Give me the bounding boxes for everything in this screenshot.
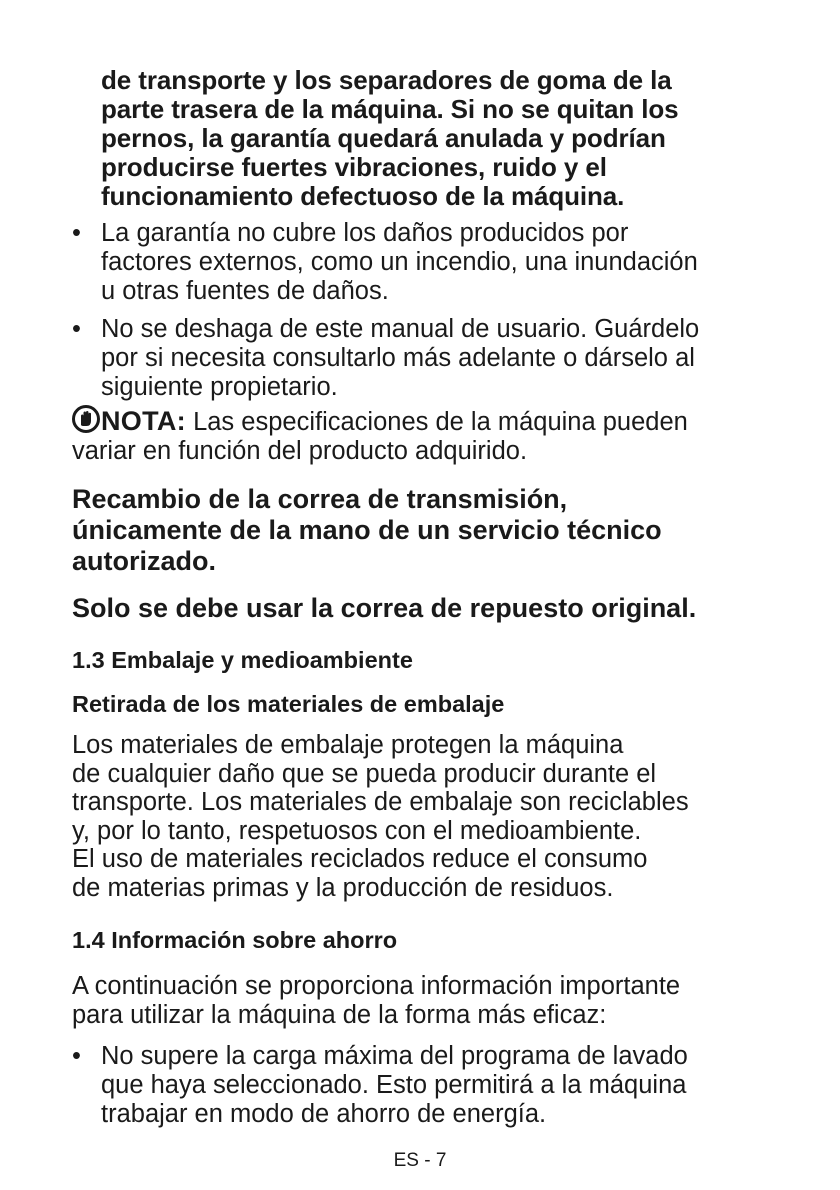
text-line: transporte. Los materiales de embalaje son reciclables bbox=[72, 788, 689, 816]
text-line: producirse fuertes vibraciones, ruido y el bbox=[101, 152, 607, 182]
text-line: A continuación se proporciona información importante bbox=[72, 972, 681, 1000]
page-number: ES - 7 bbox=[393, 1150, 447, 1171]
subsection-title-packaging: Retirada de los materiales de embalaje bbox=[72, 691, 505, 717]
text-line: La garantía no cubre los daños producidos por bbox=[101, 219, 629, 247]
text-line: Los materiales de embalaje protegen la máquina bbox=[72, 731, 624, 759]
text-line: únicamente de la mano de un servicio técnico bbox=[72, 515, 662, 545]
note-label: NOTA: bbox=[101, 406, 186, 436]
bullet-warranty-exclusions bbox=[72, 219, 772, 306]
note-block bbox=[72, 405, 772, 466]
text-line: No supere la carga máxima del programa de lavado bbox=[101, 1042, 688, 1070]
text-line: siguiente propietario. bbox=[101, 373, 338, 401]
text-line: de transporte y los separadores de goma de la bbox=[101, 65, 672, 95]
text-line: autorizado. bbox=[72, 546, 217, 576]
text-line: No se deshaga de este manual de usuario. Guárdelo bbox=[101, 315, 700, 343]
bullet-marker: • bbox=[72, 315, 81, 343]
note-text: Las especificaciones de la máquina pueden bbox=[185, 408, 688, 436]
bullet-max-load bbox=[72, 1042, 772, 1129]
note-text: variar en función del producto adquirido. bbox=[72, 437, 528, 465]
section-title-1-3: 1.3 Embalaje y medioambiente bbox=[72, 647, 413, 673]
bullet-marker: • bbox=[72, 1042, 81, 1070]
text-line: trabajar en modo de ahorro de energía. bbox=[101, 1100, 547, 1128]
original-belt-heading: Solo se debe usar la correa de repuesto original. bbox=[72, 593, 697, 623]
warranty-bold-warning bbox=[101, 66, 772, 211]
manual-page bbox=[72, 66, 772, 1129]
section-title-1-4: 1.4 Información sobre ahorro bbox=[72, 927, 398, 953]
hand-stop-icon bbox=[72, 405, 100, 433]
text-line: por si necesita consultarlo más adelante o dárselo al bbox=[101, 344, 695, 372]
text-line: El uso de materiales reciclados reduce el consumo bbox=[72, 845, 648, 873]
text-line: para utilizar la máquina de la forma más eficaz: bbox=[72, 1000, 607, 1029]
text-line: funcionamiento defectuoso de la máquina. bbox=[101, 181, 625, 211]
savings-intro-paragraph bbox=[72, 972, 772, 1029]
text-line: y, por lo tanto, respetuosos con el medioambiente. bbox=[72, 816, 642, 845]
text-line: de materias primas y la producción de residuos. bbox=[72, 873, 614, 902]
bullet-keep-manual bbox=[72, 315, 772, 402]
text-line: Recambio de la correa de transmisión, bbox=[72, 484, 568, 514]
bullet-marker: • bbox=[72, 219, 81, 247]
text-line: de cualquier daño que se pueda producir durante el bbox=[72, 759, 657, 788]
text-line: factores externos, como un incendio, una inundación bbox=[101, 248, 698, 276]
text-line: parte trasera de la máquina. Si no se quitan los bbox=[101, 94, 679, 124]
text-line: u otras fuentes de daños. bbox=[101, 277, 389, 305]
text-line: pernos, la garantía quedará anulada y podrían bbox=[101, 123, 666, 153]
text-line: que haya seleccionado. Esto permitirá a la máquina bbox=[101, 1071, 687, 1099]
packaging-paragraph bbox=[72, 731, 772, 902]
belt-replacement-heading bbox=[72, 484, 772, 577]
